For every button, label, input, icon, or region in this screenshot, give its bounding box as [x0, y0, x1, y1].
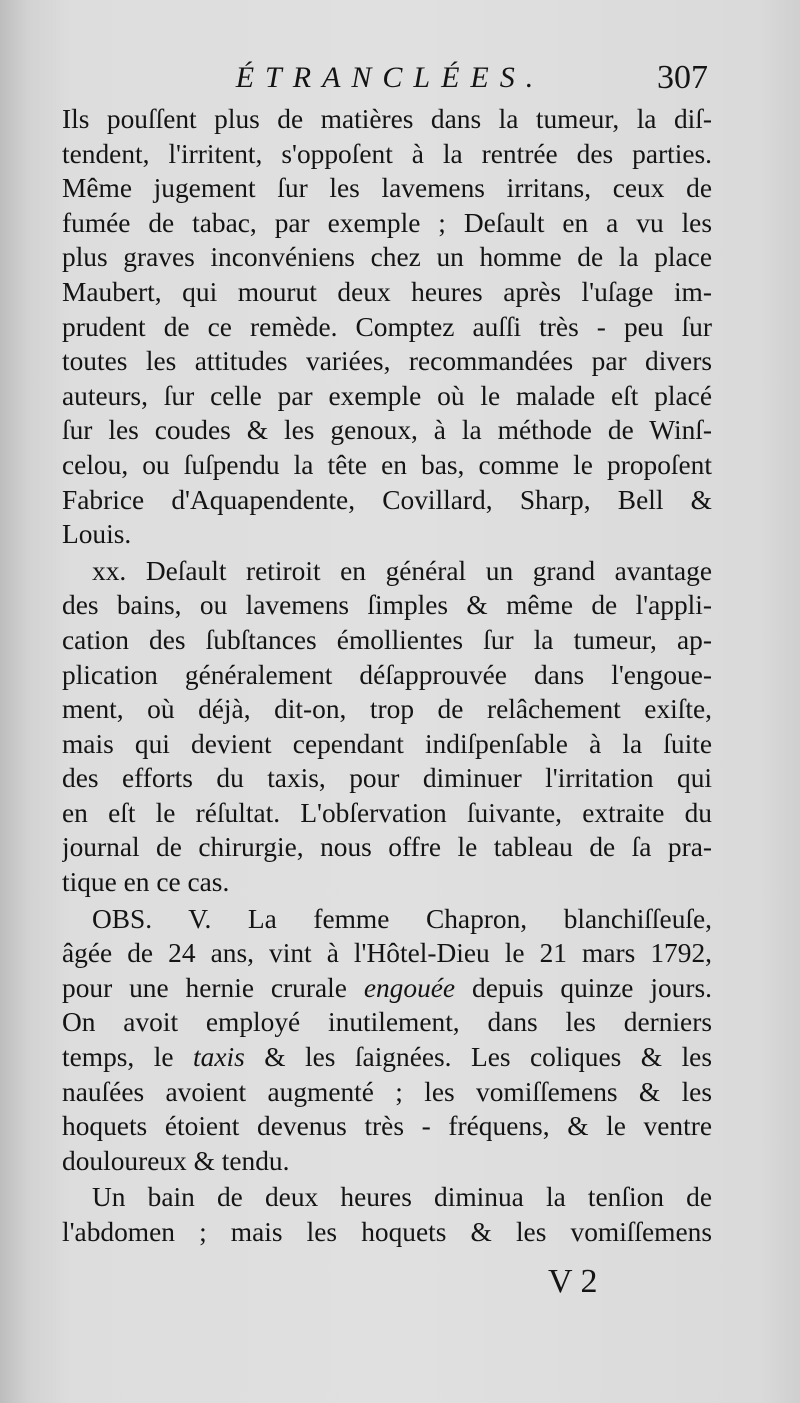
italic-word: taxis — [193, 1042, 245, 1073]
page-number: 307 — [657, 59, 708, 96]
text-segment: temps, le — [62, 1042, 174, 1073]
text-line: l'abdomen ; mais les hoquets & les vomiſſemens — [62, 1217, 712, 1247]
text-line: celou, ou ſuſpendu la tête en bas, comme le propoſent — [62, 449, 712, 480]
text-line: toutes les attitudes variées, recommandées par divers — [62, 346, 712, 377]
text-line: tendent, l'irritent, s'oppoſent à la rentrée des parties. — [62, 138, 712, 169]
text-line: plus graves inconvéniens chez un homme de la place — [62, 242, 712, 273]
text-line — [62, 971, 712, 1006]
text-line: Ils pouſſent plus de matières dans la tumeur, la diſ- — [62, 104, 712, 134]
text-line: fumée de tabac, par exemple ; Deſault en a vu les — [62, 207, 712, 238]
text-line: nauſées avoient augmenté ; les vomiſſemens & les — [62, 1076, 712, 1107]
text-line: des efforts du taxis, pour diminuer l'irritation qui — [62, 763, 712, 794]
text-line: tique en ce cas. — [62, 867, 230, 898]
text-line: ment, où déjà, dit-on, trop de relâchement exiſte, — [62, 694, 712, 725]
text-segment: pour une hernie crurale — [62, 972, 347, 1003]
text-line: journal de chirurgie, nous offre le tableau de ſa pra- — [62, 832, 712, 863]
body-text — [62, 102, 712, 1250]
running-head — [0, 58, 800, 98]
text-line: ſur les coudes & les genoux, à la méthode de Winſ- — [62, 415, 712, 446]
text-segment: & les ſaignées. Les coliques & les — [264, 1042, 712, 1073]
text-line: Fabrice d'Aquapendente, Covillard, Sharp, Bell & — [62, 484, 712, 515]
text-line: douloureux & tendu. — [62, 1145, 290, 1176]
text-line: OBS. V. La femme Chapron, blanchiſſeuſe, — [92, 903, 712, 934]
italic-word: engouée — [363, 972, 456, 1003]
text-segment: depuis quinze jours. — [472, 972, 712, 1003]
running-title: ÉTRANCLÉES. — [235, 61, 545, 94]
text-line: des bains, ou lavemens ſimples & même de l'appli- — [62, 590, 712, 621]
signature-mark: V 2 — [548, 1263, 598, 1300]
text-line: mais qui devient cependant indiſpenſable à la ſuite — [62, 728, 712, 759]
text-line — [62, 1040, 712, 1075]
text-line: On avoit employé inutilement, dans les derniers — [62, 1007, 712, 1038]
text-line: Un bain de deux heures diminua la tenſion de — [92, 1182, 712, 1213]
text-line: Maubert, qui mourut deux heures après l'uſage im- — [62, 276, 712, 307]
text-line: Même jugement ſur les lavemens irritans, ceux de — [62, 173, 712, 204]
text-line: plication généralement déſapprouvée dans l'engoue- — [62, 659, 712, 690]
text-line: en eſt le réſultat. L'obſervation ſuivante, extraite du — [62, 797, 712, 828]
text-line: prudent de ce remède. Comptez auſſi très - peu ſur — [62, 311, 712, 342]
text-line: cation des ſubſtances émollientes ſur la tumeur, ap- — [62, 624, 712, 655]
text-line: hoquets étoient devenus très - fréquens, & le ventre — [62, 1111, 712, 1142]
text-line: auteurs, ſur celle par exemple où le malade eſt placé — [62, 380, 712, 411]
text-line: Louis. — [62, 519, 132, 550]
text-line: xx. Deſault retiroit en général un grand avantage — [92, 555, 712, 586]
text-line: âgée de 24 ans, vint à l'Hôtel-Dieu le 21 mars 1792, — [62, 938, 712, 969]
